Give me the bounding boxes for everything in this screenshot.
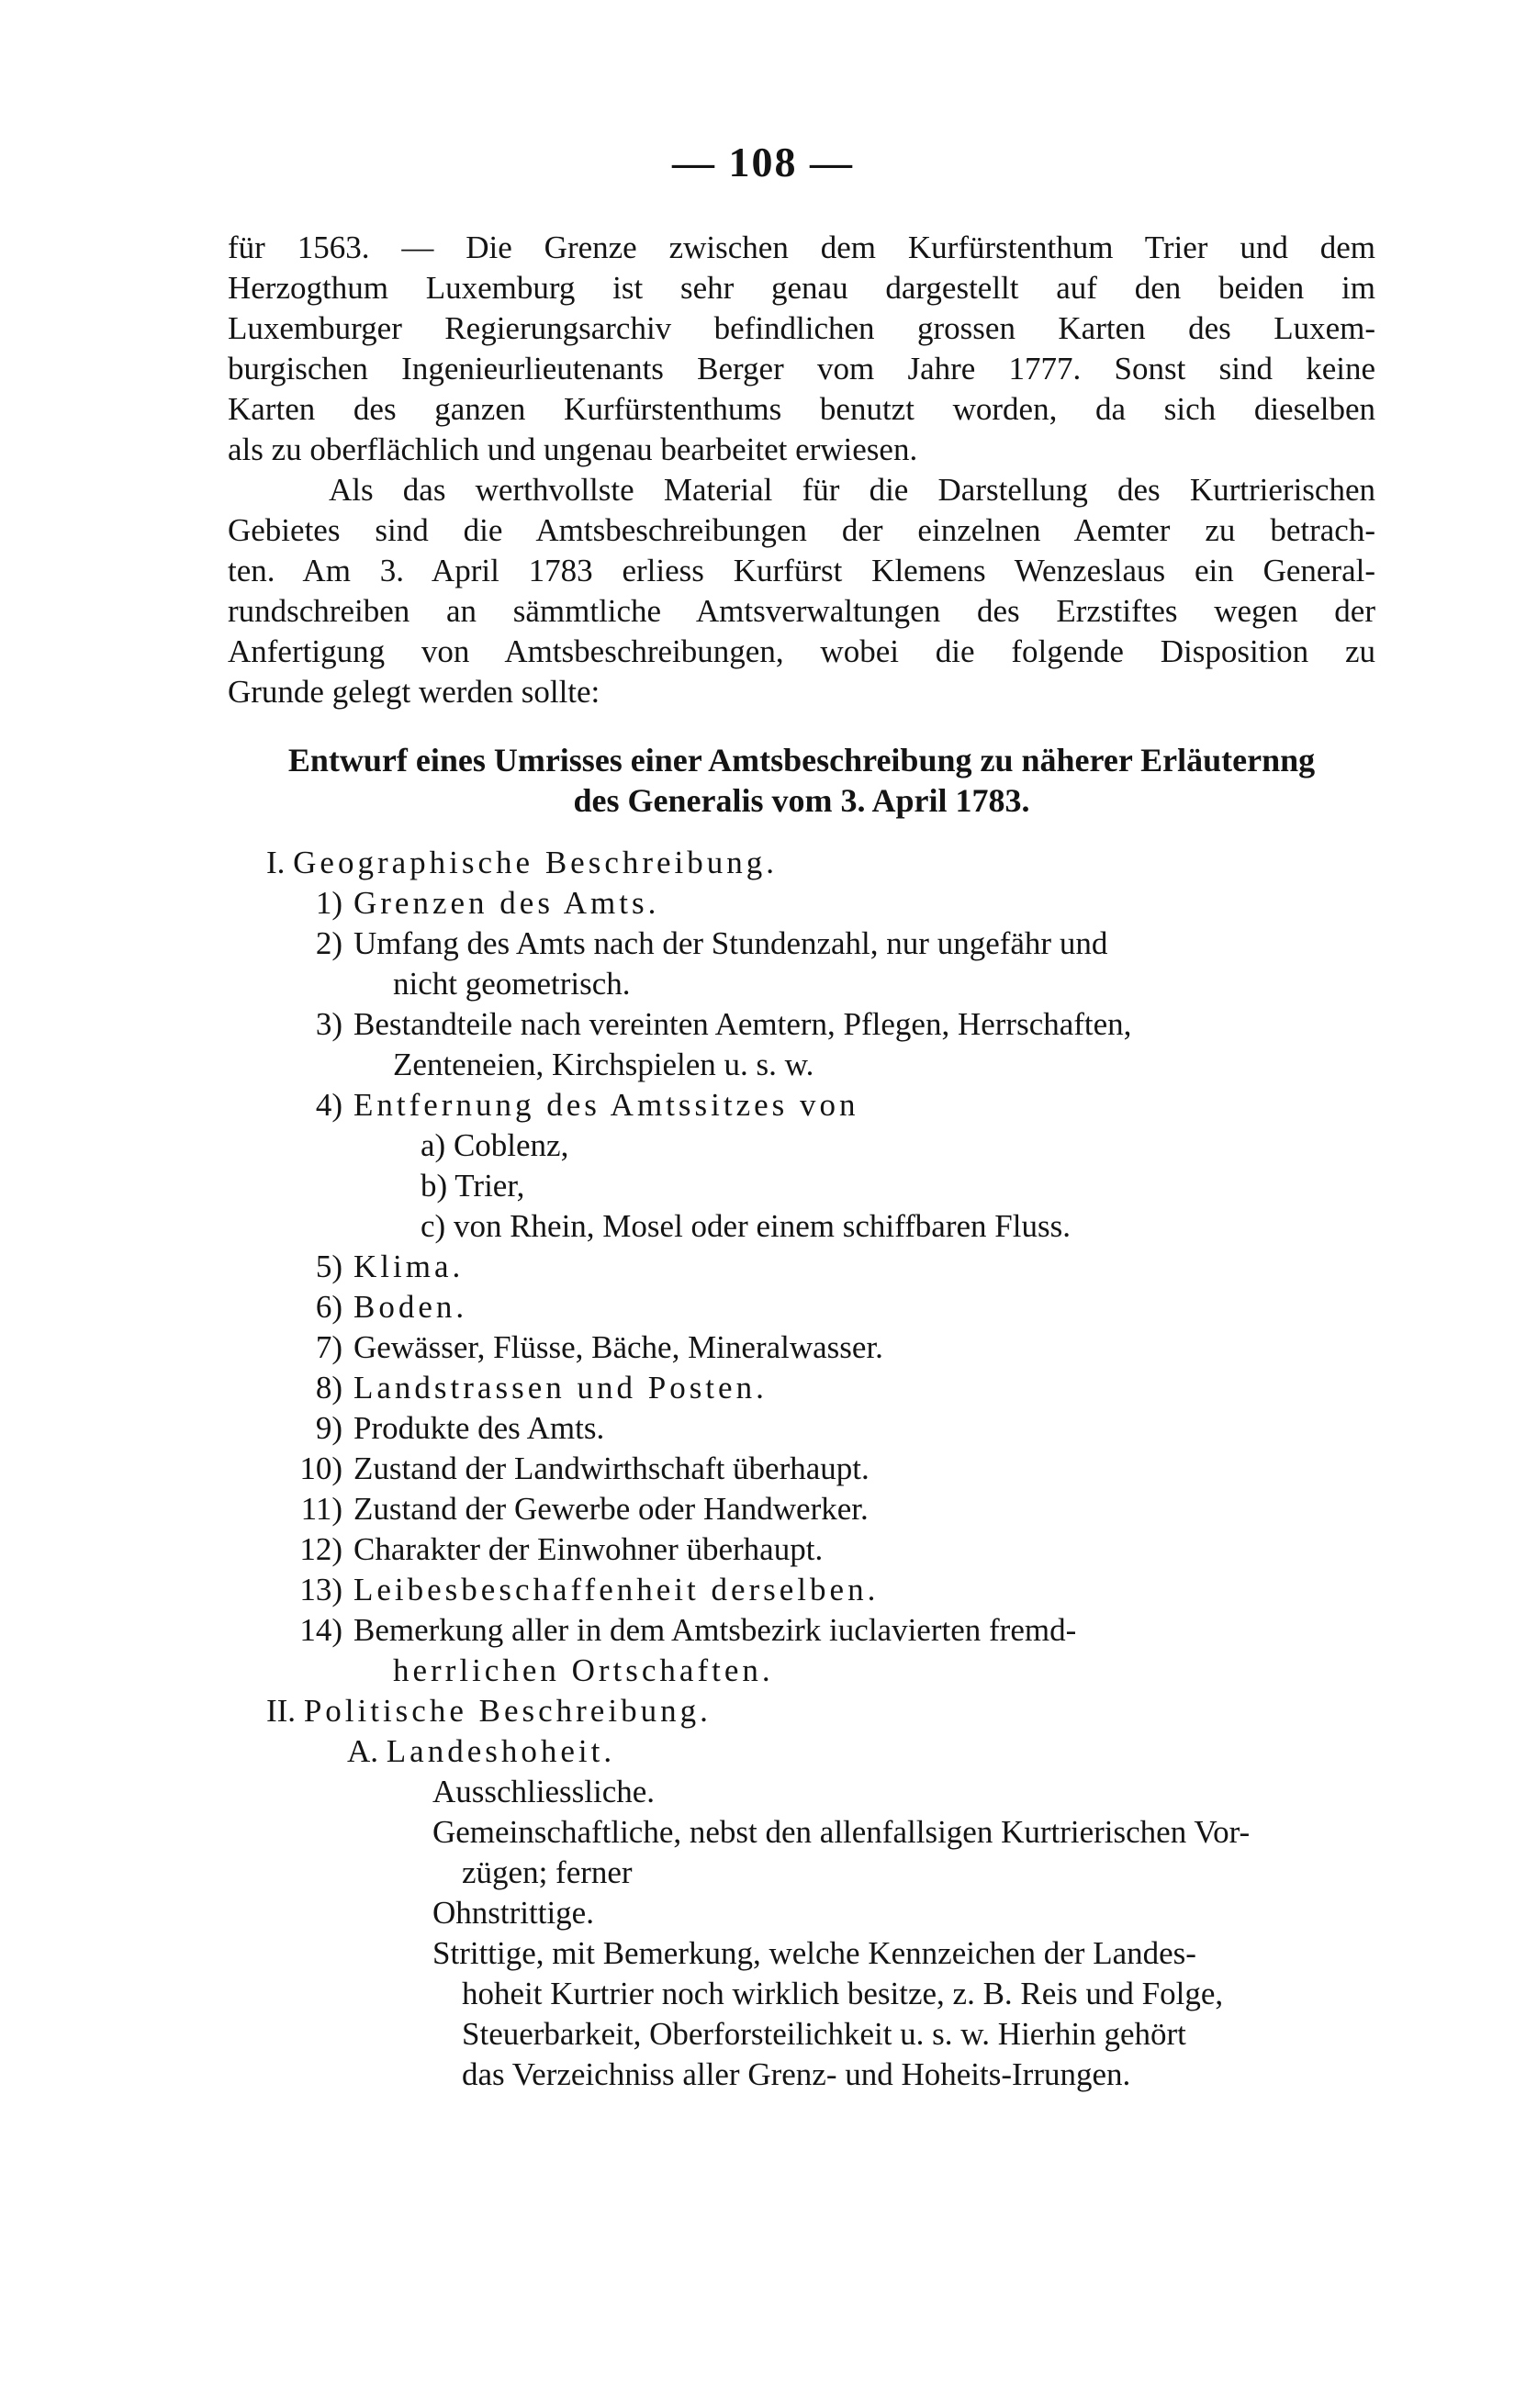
subsection-line: Ohnstrittige. [432, 1895, 594, 1931]
item-text: Grenzen des Amts. [353, 885, 660, 921]
list-item [228, 1368, 1375, 1408]
section-2-title [228, 1691, 1375, 1731]
item-number: 12) [299, 1531, 342, 1567]
item-text: Umfang des Amts nach der Stundenzahl, nur ungefähr und [353, 925, 1108, 961]
subsection-line: hoheit Kurtrier noch wirklich besitze, z. B. Reis und Folge, [462, 1976, 1224, 2011]
item-text: Boden. [353, 1289, 468, 1325]
subsection-line: Ausschliessliche. [432, 1774, 656, 1809]
subsection-line: zügen; ferner [462, 1854, 633, 1890]
intro-line: Herzogthum Luxemburg ist sehr genau dargestellt auf den beiden im [228, 270, 1375, 306]
list-item-continuation: herrlichen Ortschaften. [393, 1652, 774, 1688]
item-text: Charakter der Einwohner überhaupt. [353, 1531, 824, 1567]
item-text: Landstrassen und Posten. [353, 1370, 768, 1406]
item-text: Leibesbeschaffenheit derselben. [353, 1572, 880, 1607]
item-number: 4) [315, 1087, 342, 1123]
subsection-letter: A. [347, 1733, 379, 1769]
subsection-line: Steuerbarkeit, Oberforsteilichkeit u. s. w. Hierhin gehört [462, 2016, 1186, 2052]
intro-line: Grunde gelegt werden sollte: [228, 674, 600, 710]
item-number: 11) [300, 1491, 342, 1527]
item-text: Zustand der Gewerbe oder Handwerker. [353, 1491, 869, 1527]
item-text: Bestandteile nach vereinten Aemtern, Pflegen, Herrschaften, [353, 1006, 1132, 1042]
intro-line: Gebietes sind die Amtsbeschreibungen der einzelnen Aemter zu betrach- [228, 512, 1375, 548]
list-item [228, 1610, 1375, 1651]
section-1-title [228, 843, 1375, 883]
intro-line: burgischen Ingenieurlieutenants Berger vom Jahre 1777. Sonst sind keine [228, 351, 1375, 386]
item-text: Entfernung des Amtssitzes von [353, 1087, 859, 1123]
item-text: Produkte des Amts. [353, 1410, 605, 1446]
list-item-continuation: nicht geometrisch. [393, 966, 631, 1002]
subsection-a-title [228, 1731, 1375, 1772]
heading-line: des Generalis vom 3. April 1783. [573, 782, 1030, 819]
list-item-continuation: Zenteneien, Kirchspielen u. s. w. [393, 1047, 814, 1082]
sub-item: b) Trier, [421, 1168, 525, 1204]
item-text: Bemerkung aller in dem Amtsbezirk iuclavierten fremd- [353, 1612, 1077, 1648]
sub-item: a) Coblenz, [421, 1127, 569, 1163]
list-item [228, 1489, 1375, 1529]
section-title: Politische Beschreibung. [303, 1693, 712, 1729]
page-number: — 108 — [672, 139, 854, 185]
list-item [228, 1570, 1375, 1610]
section-heading [228, 740, 1375, 821]
item-number: 5) [315, 1249, 342, 1284]
list-item [228, 1085, 1375, 1126]
intro-line: Luxemburger Regierungsarchiv befindlichen grossen Karten des Luxem- [228, 310, 1375, 346]
item-number: 7) [315, 1329, 342, 1365]
intro-line: für 1563. — Die Grenze zwischen dem Kurfürstenthum Trier und dem [228, 230, 1375, 265]
list-item [228, 1247, 1375, 1287]
item-text: Gewässer, Flüsse, Bäche, Mineralwasser. [353, 1329, 883, 1365]
intro-line: als zu oberflächlich und ungenau bearbeitet erwiesen. [228, 431, 918, 467]
section-numeral: I. [266, 845, 286, 880]
item-number: 10) [299, 1450, 342, 1486]
list-item [228, 1287, 1375, 1327]
subsection-line: das Verzeichniss aller Grenz- und Hoheits-Irrungen. [462, 2056, 1131, 2092]
section-numeral: II. [266, 1693, 297, 1729]
list-item [228, 1529, 1375, 1570]
item-number: 3) [315, 1006, 342, 1042]
heading-line: Entwurf eines Umrisses einer Amtsbeschreibung zu näherer Erläuternng [287, 742, 1316, 778]
sub-item: c) von Rhein, Mosel oder einem schiffbaren Fluss. [421, 1208, 1071, 1244]
item-number: 14) [299, 1612, 342, 1648]
subsection-title: Landeshoheit. [386, 1733, 616, 1769]
intro-paragraphs [228, 228, 1375, 712]
item-text: Zustand der Landwirthschaft überhaupt. [353, 1450, 870, 1486]
item-number: 6) [315, 1289, 342, 1325]
list-item [228, 924, 1375, 964]
list-item [228, 1004, 1375, 1045]
list-item [228, 1449, 1375, 1489]
item-number: 13) [299, 1572, 342, 1607]
subsection-line: Gemeinschaftliche, nebst den allenfallsigen Kurtrierischen Vor- [432, 1814, 1251, 1850]
intro-line: Karten des ganzen Kurfürstenthums benutzt worden, da sich dieselben [228, 391, 1375, 427]
intro-line: rundschreiben an sämmtliche Amtsverwaltungen des Erzstiftes wegen der [228, 593, 1375, 629]
item-number: 8) [315, 1370, 342, 1406]
subsection-line: Strittige, mit Bemerkung, welche Kennzeichen der Landes- [432, 1935, 1196, 1971]
item-number: 1) [315, 885, 342, 921]
list-item [228, 883, 1375, 924]
list-item [228, 1408, 1375, 1449]
item-number: 2) [315, 925, 342, 961]
item-number: 9) [315, 1410, 342, 1446]
item-text: Klima. [353, 1249, 465, 1284]
intro-line: ten. Am 3. April 1783 erliess Kurfürst Klemens Wenzeslaus ein General- [228, 553, 1375, 588]
list-item [228, 1327, 1375, 1368]
section-title: Geographische Beschreibung. [293, 845, 779, 880]
intro-line: Als das werthvollste Material für die Darstellung des Kurtrierischen [329, 472, 1375, 508]
disposition-outline [228, 843, 1375, 2095]
intro-line: Anfertigung von Amtsbeschreibungen, wobei die folgende Disposition zu [228, 633, 1375, 669]
